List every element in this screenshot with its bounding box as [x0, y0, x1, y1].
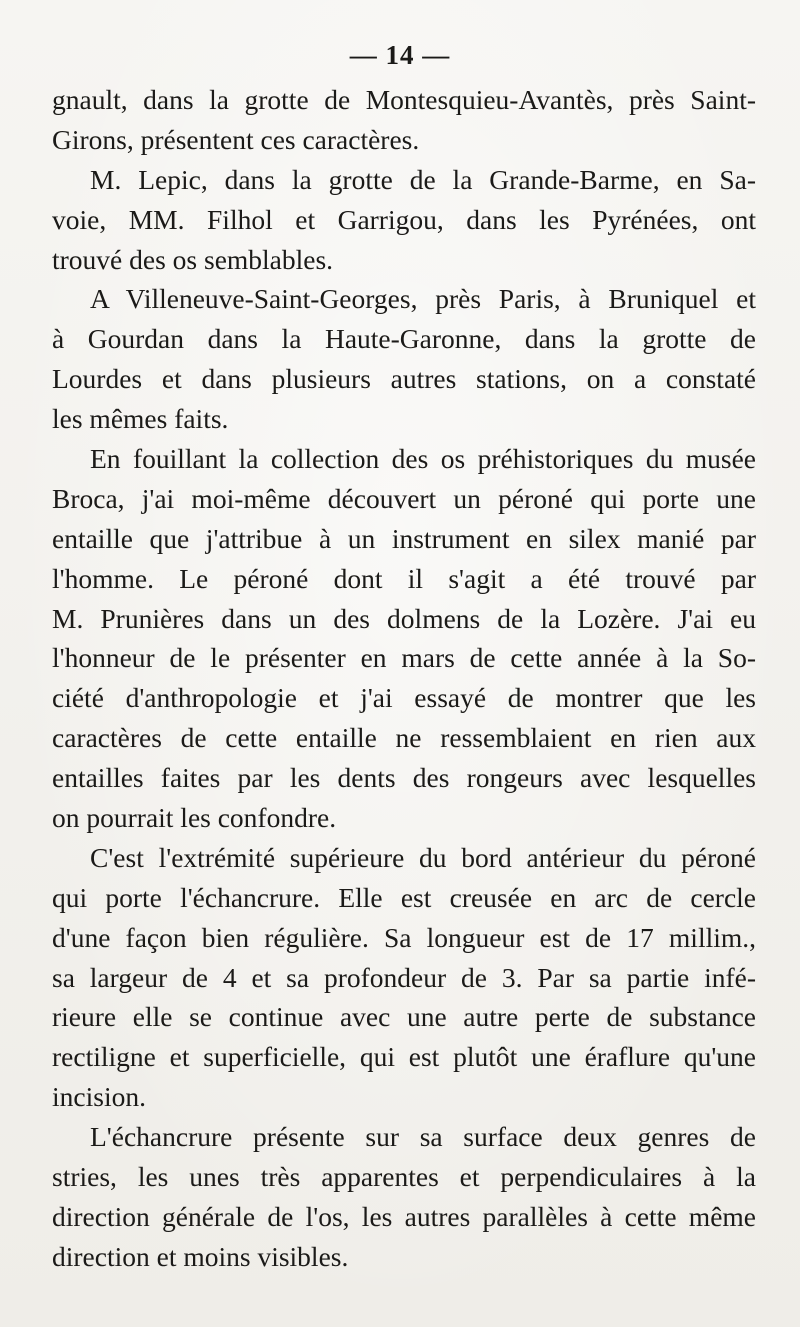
text-line: rectiligne et superficielle, qui est plutôt une éraflure qu'une	[52, 1041, 756, 1073]
text-line: sa largeur de 4 et sa profondeur de 3. Par sa partie infé-	[52, 961, 756, 993]
text-line: les mêmes faits.	[52, 403, 229, 435]
text-line: incision.	[52, 1081, 146, 1113]
text-line: l'homme. Le péroné dont il s'agit a été trouvé par	[52, 562, 756, 594]
text-line: Girons, présentent ces caractères.	[52, 123, 420, 155]
text-line: rieure elle se continue avec une autre perte de substance	[52, 1001, 756, 1033]
text-line: voie, MM. Filhol et Garrigou, dans les Pyrénées, ont	[52, 203, 756, 235]
text-line: entailles faites par les dents des rongeurs avec lesquelles	[52, 762, 756, 794]
text-line: ciété d'anthropologie et j'ai essayé de montrer que les	[52, 682, 756, 714]
text-line: on pourrait les confondre.	[52, 802, 337, 834]
text-line: M. Lepic, dans la grotte de la Grande-Barme, en Sa-	[90, 163, 756, 195]
text-line: C'est l'extrémité supérieure du bord antérieur du péroné	[90, 841, 756, 873]
text-line: Lourdes et dans plusieurs autres stations, on a constaté	[52, 363, 756, 395]
text-line: d'une façon bien régulière. Sa longueur est de 17 millim.,	[52, 921, 756, 953]
text-line: L'échancrure présente sur sa surface deux genres de	[90, 1121, 756, 1153]
text-line: l'honneur de le présenter en mars de cette année à la So-	[52, 642, 756, 674]
text-line: caractères de cette entaille ne ressemblaient en rien aux	[52, 722, 756, 754]
text-line: En fouillant la collection des os préhistoriques du musée	[90, 443, 756, 475]
text-line: direction générale de l'os, les autres parallèles à cette même	[52, 1200, 756, 1232]
page-number: — 14 —	[349, 40, 451, 70]
text-line: Broca, j'ai moi-même découvert un péroné qui porte une	[52, 482, 756, 514]
text-line: trouvé des os semblables.	[52, 243, 334, 275]
text-line: entaille que j'attribue à un instrument en silex manié par	[52, 522, 756, 554]
text-line: qui porte l'échancrure. Elle est creusée en arc de cercle	[52, 881, 756, 913]
text-line: à Gourdan dans la Haute-Garonne, dans la grotte de	[52, 323, 756, 355]
text-line: direction et moins visibles.	[52, 1240, 349, 1272]
text-line: gnault, dans la grotte de Montesquieu-Avantès, près Saint-	[52, 84, 756, 115]
text-line: A Villeneuve-Saint-Georges, près Paris, à Bruniquel et	[90, 283, 756, 315]
body-text	[52, 80, 756, 1277]
text-line: stries, les unes très apparentes et perpendiculaires à la	[52, 1161, 756, 1193]
text-line: M. Prunières dans un des dolmens de la Lozère. J'ai eu	[52, 602, 756, 634]
